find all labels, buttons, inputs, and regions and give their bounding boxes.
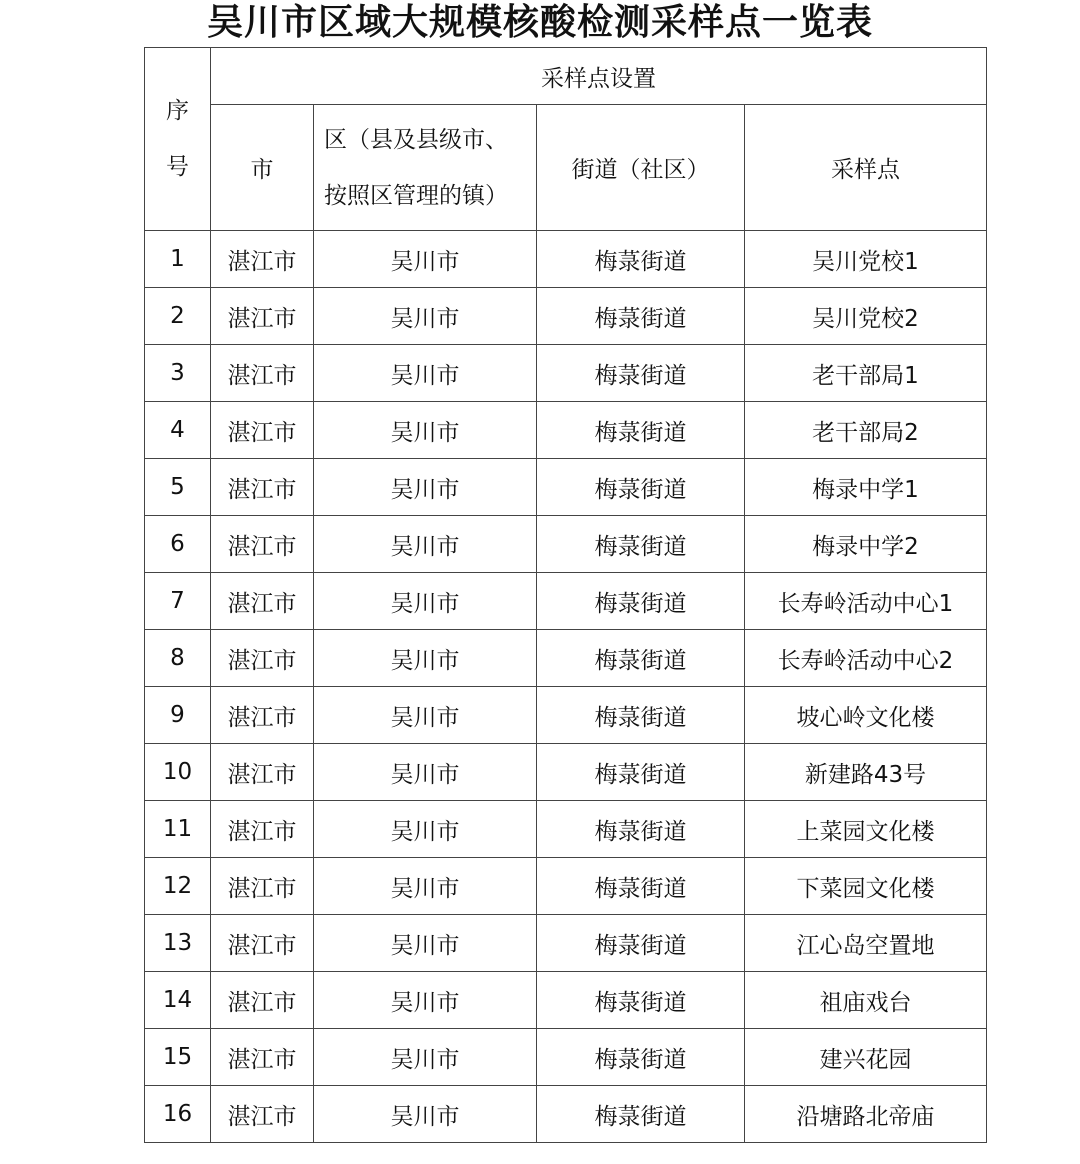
cell-city: 湛江市 [211, 573, 314, 630]
header-district-line2: 按照区管理的镇） [324, 182, 508, 209]
cell-seq: 1 [145, 231, 211, 288]
cell-seq: 10 [145, 744, 211, 801]
cell-district: 吴川市 [314, 573, 537, 630]
cell-city: 湛江市 [211, 516, 314, 573]
header-seq-line1: 序 [166, 98, 189, 124]
header-street: 街道（社区） [537, 105, 745, 231]
cell-district: 吴川市 [314, 972, 537, 1029]
table-row [145, 858, 987, 915]
table-row [145, 972, 987, 1029]
cell-site: 江心岛空置地 [745, 915, 987, 972]
cell-city: 湛江市 [211, 630, 314, 687]
cell-district: 吴川市 [314, 630, 537, 687]
cell-site: 老干部局2 [745, 402, 987, 459]
cell-seq: 8 [145, 630, 211, 687]
cell-seq: 13 [145, 915, 211, 972]
cell-street: 梅菉街道 [537, 1029, 745, 1086]
cell-city: 湛江市 [211, 858, 314, 915]
table-row [145, 573, 987, 630]
cell-site: 老干部局1 [745, 345, 987, 402]
cell-seq: 14 [145, 972, 211, 1029]
cell-seq: 11 [145, 801, 211, 858]
cell-street: 梅菉街道 [537, 915, 745, 972]
cell-district: 吴川市 [314, 402, 537, 459]
cell-site: 长寿岭活动中心2 [745, 630, 987, 687]
cell-district: 吴川市 [314, 459, 537, 516]
cell-district: 吴川市 [314, 345, 537, 402]
cell-site: 上菜园文化楼 [745, 801, 987, 858]
cell-seq: 7 [145, 573, 211, 630]
table-row [145, 1029, 987, 1086]
cell-district: 吴川市 [314, 858, 537, 915]
table-row [145, 630, 987, 687]
cell-district: 吴川市 [314, 687, 537, 744]
cell-city: 湛江市 [211, 1086, 314, 1143]
cell-seq: 4 [145, 402, 211, 459]
cell-site: 下菜园文化楼 [745, 858, 987, 915]
cell-street: 梅菉街道 [537, 858, 745, 915]
cell-district: 吴川市 [314, 915, 537, 972]
cell-city: 湛江市 [211, 459, 314, 516]
table-row [145, 1086, 987, 1143]
cell-street: 梅菉街道 [537, 573, 745, 630]
cell-seq: 9 [145, 687, 211, 744]
cell-district: 吴川市 [314, 516, 537, 573]
cell-district: 吴川市 [314, 231, 537, 288]
cell-city: 湛江市 [211, 801, 314, 858]
cell-seq: 6 [145, 516, 211, 573]
header-seq [145, 48, 211, 231]
table-row [145, 288, 987, 345]
cell-city: 湛江市 [211, 744, 314, 801]
header-city: 市 [211, 105, 314, 231]
table-row [145, 345, 987, 402]
cell-seq: 16 [145, 1086, 211, 1143]
cell-street: 梅菉街道 [537, 687, 745, 744]
cell-street: 梅菉街道 [537, 345, 745, 402]
cell-city: 湛江市 [211, 1029, 314, 1086]
table-row [145, 915, 987, 972]
table-row [145, 402, 987, 459]
cell-street: 梅菉街道 [537, 1086, 745, 1143]
cell-street: 梅菉街道 [537, 516, 745, 573]
cell-site: 长寿岭活动中心1 [745, 573, 987, 630]
cell-street: 梅菉街道 [537, 231, 745, 288]
cell-seq: 3 [145, 345, 211, 402]
cell-city: 湛江市 [211, 231, 314, 288]
cell-street: 梅菉街道 [537, 972, 745, 1029]
header-row-group [145, 48, 987, 105]
cell-street: 梅菉街道 [537, 744, 745, 801]
cell-city: 湛江市 [211, 345, 314, 402]
cell-street: 梅菉街道 [537, 630, 745, 687]
table-row [145, 516, 987, 573]
cell-city: 湛江市 [211, 972, 314, 1029]
table-row [145, 687, 987, 744]
cell-site: 吴川党校2 [745, 288, 987, 345]
cell-seq: 12 [145, 858, 211, 915]
cell-street: 梅菉街道 [537, 459, 745, 516]
table-row [145, 801, 987, 858]
cell-district: 吴川市 [314, 1029, 537, 1086]
header-row-columns [145, 105, 987, 231]
cell-site: 新建路43号 [745, 744, 987, 801]
page-title: 吴川市区域大规模核酸检测采样点一览表 [206, 2, 873, 43]
table-row [145, 459, 987, 516]
cell-district: 吴川市 [314, 1086, 537, 1143]
cell-site: 沿塘路北帝庙 [745, 1086, 987, 1143]
cell-seq: 5 [145, 459, 211, 516]
cell-street: 梅菉街道 [537, 288, 745, 345]
cell-site: 坡心岭文化楼 [745, 687, 987, 744]
header-site: 采样点 [745, 105, 987, 231]
cell-district: 吴川市 [314, 288, 537, 345]
cell-site: 梅录中学1 [745, 459, 987, 516]
header-seq-line2: 号 [166, 154, 189, 180]
cell-city: 湛江市 [211, 687, 314, 744]
table-row [145, 744, 987, 801]
cell-seq: 2 [145, 288, 211, 345]
cell-site: 祖庙戏台 [745, 972, 987, 1029]
header-group: 采样点设置 [211, 48, 987, 105]
cell-city: 湛江市 [211, 402, 314, 459]
cell-street: 梅菉街道 [537, 801, 745, 858]
cell-site: 梅录中学2 [745, 516, 987, 573]
table-row [145, 231, 987, 288]
cell-district: 吴川市 [314, 744, 537, 801]
cell-city: 湛江市 [211, 915, 314, 972]
cell-seq: 15 [145, 1029, 211, 1086]
cell-site: 建兴花园 [745, 1029, 987, 1086]
cell-street: 梅菉街道 [537, 402, 745, 459]
cell-site: 吴川党校1 [745, 231, 987, 288]
cell-city: 湛江市 [211, 288, 314, 345]
header-district-line1: 区（县及县级市、 [324, 126, 508, 153]
header-district [314, 105, 537, 231]
cell-district: 吴川市 [314, 801, 537, 858]
sampling-site-table [144, 47, 987, 1143]
